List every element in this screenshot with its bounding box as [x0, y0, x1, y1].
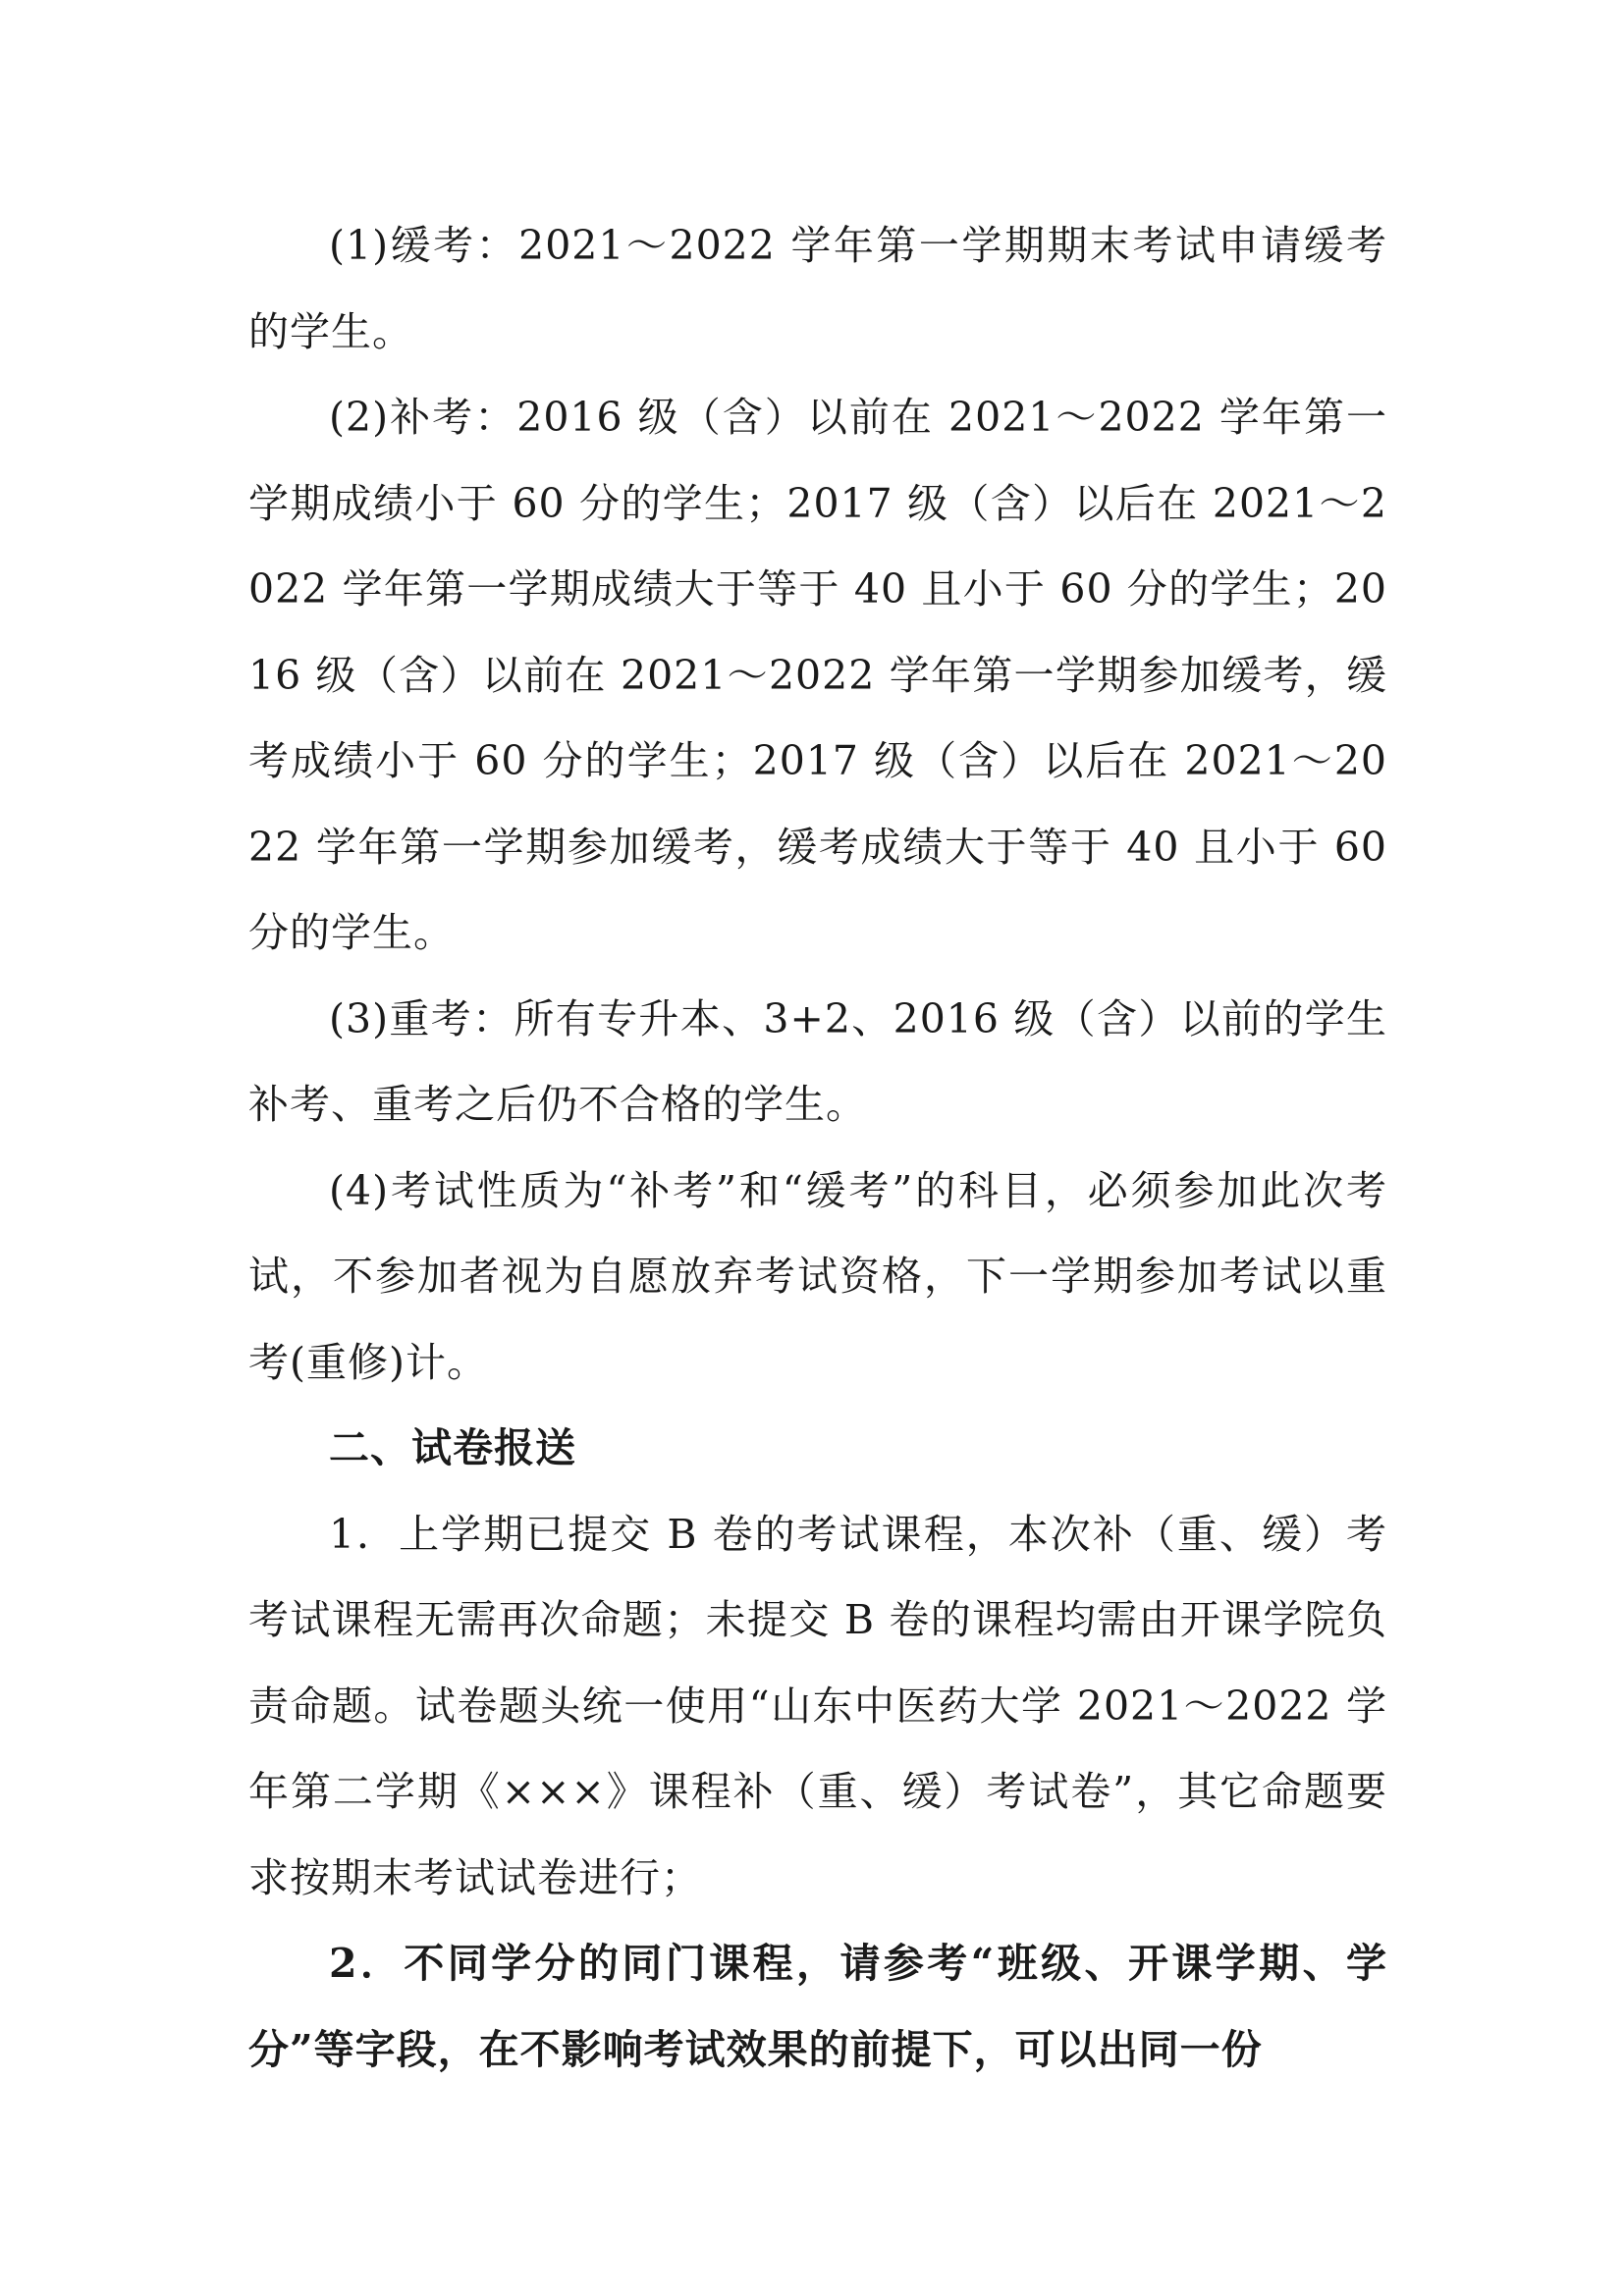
document-body — [248, 203, 1387, 2093]
item-paper-submission: 1．上学期已提交 B 卷的考试课程，本次补（重、缓）考考试课程无需再次命题；未提交 B 卷的课程均需由开课学院负责命题。试卷题头统一使用“山东中医药大学 2021～2022 学年第二学期《×××》课程补（重、缓）考试卷”，其它命题要求按期末考试试卷进行； — [248, 1510, 1387, 1901]
section-heading: 二、试卷报送 — [329, 1424, 576, 1471]
paragraph-retake-exam: (3)重考：所有专升本、3+2、2016 级（含）以前的学生补考、重考之后仍不合格的学生。 — [248, 994, 1387, 1128]
paragraph-makeup-exam: (2)补考：2016 级（含）以前在 2021～2022 学年第一学期成绩小于 60 分的学生；2017 级（含）以后在 2021～2022 学年第一学期成绩大于等于 40 且小于 60 分的学生；2016 级（含）以前在 2021～2022 学年第一学期参加缓考，缓考成绩小于 60 分的学生；2017 级（含）以后在 2021～2022 学年第一学期参加缓考，缓考成绩大于等于 40 且小于 60 分的学生。 — [248, 394, 1387, 956]
paragraph-deferred-exam: (1)缓考：2021～2022 学年第一学期期末考试申请缓考的学生。 — [248, 222, 1387, 355]
item-same-course-paper: 2．不同学分的同门课程，请参考“班级、开课学期、学分”等字段，在不影响考试效果的前提下，可以出同一份 — [248, 1940, 1387, 2073]
paragraph-exam-requirement: (4)考试性质为“补考”和“缓考”的科目，必须参加此次考试，不参加者视为自愿放弃考试资格，下一学期参加考试以重考(重修)计。 — [248, 1166, 1387, 1386]
